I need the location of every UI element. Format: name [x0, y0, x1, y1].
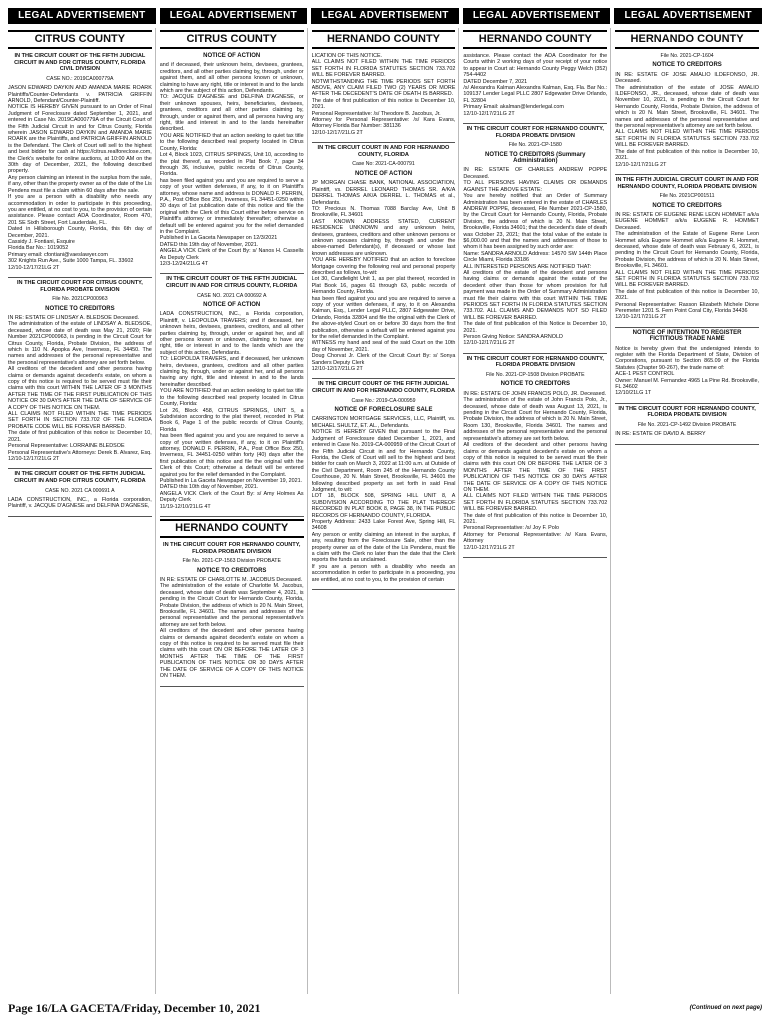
- column-5: [615, 28, 762, 994]
- columns: [8, 28, 762, 994]
- notice-body: LADA CONSTRUCTION, INC., a Florida corporation, Plaintiff, v. LEOPOLDA TRAVERS; and if deceased, her unknown heirs, devisees, grantees, creditors, and all other parties claiming by, through, under or against her, and all other persons known or unknown, claiming to have any right, title or interest in and to the lands which are the subject of this action, Defendants. TO: LEOPOLDA TRAVERS, and if deceased, her unknown heirs, devisees, grantees, creditors and all other parties claiming by, through, under or against her, and all persons having any right, title and interest in and to the lands hereinafter described. YOU ARE NOTIFIED that an action seeking to quiet tax title to the following described real property located in Citrus County, Florida: Lot 26, Block 458, CITRUS SPRINGS, UNIT 5, a Subdivision according to the plat thereof, recorded in Plat Book 6, Page 1 of the public records of Citrus County, Florida has been filed against you and you are required to serve a copy of your written defenses, if any, to it on Plaintiff's attorney, DONALD F. PERRIN, P.A., Post Office Box 250, Inverness, FL 34451-0250 within forty (40) days after the first publication of this notice and file the original with the Clerk of this Court; otherwise a default will be entered against you for the relief demanded in the Complaint. Published in La Gaceta Newspaper on November 19, 2021. DATED this 10th day of November, 2021. ANGELA VICK Clerk of the Court By: s/ Amy Holmes As Deputy Clerk 11/19-12/10/21LG 4T: [159, 311, 304, 510]
- court-caption: IN THE CIRCUIT COURT FOR HERNANDO COUNTY, FLORIDA PROBATE DIVISION: [466, 355, 604, 369]
- court-caption: IN THE CIRCUIT COURT FOR HERNANDO COUNTY, FLORIDA PROBATE DIVISION: [163, 542, 301, 555]
- county-heading: CITRUS COUNTY: [8, 30, 152, 49]
- notice-divider: [312, 589, 456, 590]
- legal-notice: [160, 542, 304, 680]
- legal-ad-header: LEGAL ADVERTISEMENT: [311, 8, 459, 24]
- court-caption: IN THE CIRCUIT COURT FOR HERNANDO COUNTY, FLORIDA PROBATE DIVISION: [618, 405, 756, 419]
- legal-notice: [615, 177, 759, 321]
- notice-title: NOTICE TO CREDITORS: [196, 567, 267, 574]
- case-number: File No. 2021CP000963: [52, 296, 108, 303]
- county-heading: CITRUS COUNTY: [160, 30, 304, 49]
- notice-body: Notice is hereby given that the undersigned intends to register with the Florida Department of State, Division of Corporations, pursuant to Section 865.09 of the Florida Statutes (Chapter 90-267), the trade name of: ACE-1 PEST CONTROL Owner: Manuel M. Fernandez 4965 La Pine Rd. Brooksville, FL 34602 12/10/21LG 1T: [615, 345, 759, 397]
- legal-ad-header: LEGAL ADVERTISEMENT: [463, 8, 611, 24]
- county-heading: HERNANDO COUNTY: [160, 519, 304, 538]
- notice-divider: [463, 353, 607, 354]
- notice-divider: [160, 516, 304, 517]
- case-number: File No. 2021-CP-1604: [660, 53, 714, 59]
- court-caption: IN THE CIRCUIT COURT OF THE FIFTH JUDICIAL CIRCUIT IN AND FOR CITRUS COUNTY, FLORIDA CIVIL DIVISION: [14, 53, 146, 73]
- case-number: File No. 2021-CP-1508 Division PROBATE: [486, 372, 585, 379]
- notice-divider: [8, 468, 152, 469]
- notice-divider: [463, 557, 607, 558]
- notice-title: NOTICE OF ACTION: [354, 170, 413, 177]
- legal-notice: [160, 53, 304, 267]
- court-caption: IN THE CIRCUIT COURT OF THE FIFTH JUDICIAL CIRCUIT IN AND FOR CITRUS COUNTY, FLORIDA: [14, 471, 146, 484]
- page-footer: [8, 998, 762, 1018]
- court-caption: IN THE CIRCUIT COURT OF THE FIFTH JUDICIAL CIRCUIT IN AND FOR CITRUS COUNTY, FLORIDA: [165, 276, 298, 289]
- county-heading: HERNANDO COUNTY: [615, 30, 759, 49]
- notice-divider: [615, 327, 759, 328]
- notice-body: IN RE: ESTATE OF JOHN FRANCIS POLO, JR. Deceased. The administration of the estate of John Francis Polo, Jr., deceased, whose date of death was August 13, 2021, is pending in the Circuit Court for Hernando County, Florida, Probate Division, the address of which is 20 N. Main Street, Room 130, Brooksville, Florida 34601. The names and addresses of the personal representative and the personal representative's attorney are set forth below. All creditors of the decedent and other persons having claims or demands against decedent's estate on whom a copy of this notice is required to be served must file their claims with this court ON OR BEFORE THE LATER OF 3 MONTHS AFTER THE TIME OF THE FIRST PUBLICATION OF THIS NOTICE OR 30 DAYS AFTER THE DATE OF SERVICE OF A COPY OF THIS NOTICE ON THEM. ALL CLAIMS NOT FILED WITHIN THE TIME PERIODS SET FORTH IN FLORIDA STATUTES SECTION 733.702 WILL BE FOREVER BARRED. The date of first publication of this notice is December 10, 2021. Personal Representative: /s/ Joy F. Polo Attorney for Personal Representative: /s/ Kara Evans, Attorney 12/10-12/17/21LG 2T: [463, 390, 608, 551]
- notice-body: JASON EDWARD DAYKIN AND AMANDA MARIE ROARK Plaintiffs/Counter-Defendants v. PATRICIA GRIFFIN ARNOLD, Defendant/Counter-Plaintiff. NOTICE IS HEREBY GIVEN pursuant to an Order of Final Judgment of Foreclosure dated September 1, 2021, and entered in Case No. 2019CA000779A of the Circuit Court of the Fifth Judicial Circuit in and for Citrus County, Florida wherein JASON EDWARD DAYKIN and AMANDA MARIE ROARK are the Plaintiffs, and PATRICIA GRIFFIN ARNOLD is the Defendant. The Clerk of Court will sell to the highest and best bidder for cash at https://citrus.realforeclose.com, the Clerk's website for online auctions, at 10:00 AM on the 30th day of December, 2021, the following described property. Any person claiming an interest in the surplus from the sale, if any, other than the property owner as of the date of the Lis Pendens must file a claim within 60 days after the sale. If you are a person with a disability who needs any accommodation in order to participate in this proceeding, you are entitled, at no cost to you, to the provision of certain assistance. Please contact ADA Coordinator, Room 470, 201 SE Sixth Street, Fort Lauderdale, FL. Dated in Hillsborough County, Florida, this 6th day of December, 2021. Cassidy J. Fontiani, Esquire Florida Bar No.: 1019052 Primary email: cfontiani@vaeslawyer.com 302 Knights Run Ave., Suite 1000 Tampa, FL. 33602 12/10-12/17/21LG 2T: [8, 85, 152, 271]
- legal-notice: [615, 53, 759, 168]
- legal-notice: [312, 381, 456, 583]
- notice-body: IN RE: ESTATE OF EUGENE RENE LEON HOMMET a/k/a EUGENE HOMMET a/k/a EUGENE R. HOMMET Deceased. The administration of the Estate of Eugene Rene Leon Hommet a/k/a Eugene Hommet a/k/a Eugene R. Hommet, deceased, whose date of death was February 6, 2021, is pending in the Circuit Court for Hernando County, Florida, Probate Division, the address of which is 20 N. Main Street, Brooksville, FL 34601. ALL CLAIMS NOT FILED WITHIN THE TIME PERIODS SET FORTH IN FLORIDA STATUTES SECTION 733.702 WILL BE FOREVER BARRED. The date of first publication of this notice is December 10, 2021. Personal Representative: Rasson Elizabeth Michele Dione Peremeter 1201 S. Fern Point Coral City, Florida 34436 12/10-12/17/21LG 2T: [615, 211, 759, 321]
- legal-notice: [463, 53, 607, 117]
- legal-notice: [312, 145, 456, 372]
- notice-divider: [615, 403, 759, 404]
- legal-ad-header: LEGAL ADVERTISEMENT: [8, 8, 156, 24]
- legal-notice: [463, 356, 607, 551]
- legal-notice: [8, 280, 152, 462]
- notice-body: JP MORGAN CHASE BANK, NATIONAL ASSOCIATION, Plaintiff, vs. DERREL LEONARD THOMAS SR. A/K/A DERREL THOMAS A/K/A DERREL L. THOMAS et al., Defendants. TO: Precious N. Thomas 7088 Barclay Ave, Unit B Brooksville, FL 34601 LAST KNOWN ADDRESS STATED, CURRENT RESIDENCE UNKNOWN and any unknown heirs, devisees, grantees, creditors and other unknown persons or unknown spouses claiming by, through and under the above-named Defendant(s), if deceased or whose last known addresses are unknown. YOU ARE HEREBY NOTIFIED that an action to foreclose Mortgage covering the following real and personal property described as follows, to-wit: Lot 30, Candlelight Unit 1, as per plat thereof, recorded in Plat Book 16, pages 61 through 63, public records of Hernando County, Florida. has been filed against you and you are required to serve a copy of your written defenses, if any, to it on Alexandra Kalman, Esq., Lender Legal PLLC, 2807 Edgewater Drive, Orlando, Florida 32804 and file the original with the Clerk of the above-styled Court on or before 30 days from the first publication, otherwise a default will be entered against you for the relief demanded in the Complaint. WITNESS my hand and seal of the said Court on the 10th day of November, 2021. Doug Chorvat Jr. Clerk of the Circuit Court By: s/ Sonya Sanders Deputy Clerk 12/10-12/17/21LG 2T: [311, 180, 456, 373]
- case-number: Case No: 2021-CA-000791: [352, 161, 415, 168]
- legal-notice: [615, 406, 759, 438]
- notice-title: NOTICE TO CREDITORS: [652, 62, 722, 69]
- continued-note: (Continued on next page): [689, 1005, 762, 1011]
- notice-title: NOTICE TO CREDITORS: [652, 202, 722, 209]
- county-heading: HERNANDO COUNTY: [463, 30, 607, 49]
- legal-ad-header: LEGAL ADVERTISEMENT: [614, 8, 762, 24]
- notice-body: LICATION OF THIS NOTICE. ALL CLAIMS NOT FILED WITHIN THE TIME PERIODS SET FORTH IN FLORIDA STATUTES SECTION 733.702 WILL BE FOREVER BARRED. NOTWITHSTANDING THE TIME PERIODS SET FORTH ABOVE, ANY CLAIM FILED TWO (2) YEARS OR MORE AFTER THE DECEDENT'S DATE OF DEATH IS BARRED. The date of first publication of this notice is December 10, 2021. Personal Representative: /s/ Theodore B. Jacobus, Jr. Attorney for Personal Representative: /s/ Kara Evans, Attorney Florida Bar Number: 381136 12/10-12/17/21LG 2T: [311, 53, 456, 136]
- court-caption: IN THE CIRCUIT COURT IN AND FOR HERNANDO COUNTY, FLORIDA: [317, 145, 450, 158]
- case-number: CASE NO. 2021 CA 000691 A: [45, 487, 115, 494]
- notice-divider: [615, 174, 759, 175]
- court-caption: IN THE CIRCUIT COURT OF THE FIFTH JUDICIAL CIRCUIT IN AND FOR HERNANDO COUNTY, FLORIDA: [311, 381, 456, 395]
- notice-title: NOTICE OF ACTION: [203, 53, 261, 59]
- notice-title: NOTICE TO CREDITORS: [45, 305, 115, 312]
- notice-body: IN RE: ESTATE OF DAVID A. BERRY: [615, 431, 706, 438]
- column-2: [160, 28, 308, 994]
- notice-divider: [8, 277, 152, 278]
- header-row: [8, 8, 762, 24]
- notice-title: NOTICE OF INTENTION TO REGISTER FICTITIOUS TRADE NAME: [632, 329, 742, 343]
- notice-divider: [312, 378, 456, 379]
- legal-notice: [160, 276, 304, 510]
- notice-body: IN RE: ESTATE OF CHARLOTTE M. JACOBUS Deceased. The administration of the estate of Charlotte M. Jacobus, deceased, whose date of death was September 4, 2021, is pending in the Circuit Court for Hernando County, Florida, Probate Division, the address of which is 20 N. Main Street, Brooksville, FL 34601. The names and addresses of the personal representative and the personal representative's attorney are set forth below. All creditors of the decedent and other persons having claims or demands against decedent's estate on whom a copy of this notice is required to be served must file their claims with this court ON OR BEFORE THE LATER OF 3 MONTHS AFTER THE TIME OF THE FIRST PUBLICATION OF THIS NOTICE OR 30 DAYS AFTER THE DATE OF SERVICE OF A COPY OF THIS NOTICE ON THEM.: [159, 577, 304, 680]
- notice-divider: [8, 516, 152, 517]
- case-number: CASE NO. 2021 CA 000692 A: [196, 292, 267, 299]
- case-number: File No. 2021-CP-1492 Division PROBATE: [637, 422, 737, 429]
- notice-divider: [615, 444, 759, 445]
- legal-notice: [8, 471, 152, 509]
- case-number: File No. 2021CP001511: [659, 193, 715, 200]
- notice-body: and if deceased, their unknown heirs, devisees, grantees, creditors, and all other parties claiming by, through, under or against them, and all other persons known or unknown, claiming to have any right, title or interest in and to the lands which are the subject of this action, Defendants. TO: JACQUE D'AGNESE and DELFINA D'AGNESE, or their unknown spouses, heirs, beneficiaries, devisees, grantees, creditors and all other parties claiming by, through, under or against them, and all persons having any right, title and interest in and to the lands hereinafter described. YOU ARE NOTIFIED that an action seeking to quiet tax title to the following described real property located in Citrus County, Florida: Lot 4, Block 1023, CITRUS SPRINGS, Unit 10, according to the plat thereof, as recorded in Plat Book 7, page 34 through 36, inclusive, public records of Citrus County, Florida. has been filed against you and you are required to serve a copy of your written defenses, if any, to it on Plaintiff's attorney, whose name and address is DONALD F. PERRIN, P.A., Post Office Box 250, Inverness, FL 34451-0250 within 30 days of 1st publication date of this notice and file the original with the Clerk of this Court either before service on Plaintiff's attorney or immediately thereafter; otherwise a default will be entered against you for the relief demanded in the Complaint. Published in La Gaceta Newspaper on 12/3/2021 DATED this 19th day of November, 2021. ANGELA VICK Clerk of the Court By: s/ Nanos H. Cassells As Deputy Clerk 12/3-12/24/21LG 4T: [159, 62, 304, 267]
- notice-body: CARRINGTON MORTGAGE SERVICES, LLC, Plaintiff, vs. MICHAEL SHULTZ, ET. AL., Defendants. NOTICE IS HEREBY GIVEN that pursuant to the Final Judgment of Foreclosure dated December 1, 2021, and entered in Case No. 2019-CA-000959 of the Circuit Court of the Fifth Judicial Circuit in and for Hernando County, Florida, the Clerk of Court will sell to the highest and best bidder for cash on March 3, 2022 at 11:00 a.m. at Outside of the Civil Department, Room 245 of the Hernando County Courthouse, 20 N. Main Street, Brooksville, FL 34601 the following described property as set forth in said Final Judgment, to wit: LOT 18, BLOCK 508, SPRING HILL UNIT 8, A SUBDIVISION ACCORDING TO THE PLAT THEREOF RECORDED IN PLAT BOOK 8, PAGE 38, IN THE PUBLIC RECORDS OF HERNANDO COUNTY, FLORIDA. Property Address: 2433 Lake Forest Ave, Spring Hill, FL 34608 Any person or entity claiming an interest in the surplus, if any, resulting from the Foreclosure Sale, other than the property owner as of the date of the Lis Pendens, must file a claim with the Clerk no later than the date that the Clerk reports the funds as unclaimed. If you are a person with a disability who needs an accommodation in order to participate in a proceeding, you are entitled, at no cost to you, to the provision of certain: [311, 416, 456, 583]
- legal-notice: [8, 53, 152, 271]
- court-caption: IN THE CIRCUIT COURT FOR CITRUS COUNTY, FLORIDA PROBATE DIVISION: [16, 279, 143, 293]
- case-number: Case No.: 2019-CA-000959: [351, 397, 416, 404]
- column-3: [312, 28, 460, 994]
- notice-title: NOTICE TO CREDITORS: [500, 381, 571, 388]
- court-caption: IN THE FIFTH JUDICIAL CIRCUIT COURT IN AND FOR HERNANDO COUNTY, FLORIDA PROBATE DIVISION: [615, 176, 759, 190]
- case-number: File No. 2021-CP-1580: [508, 142, 562, 149]
- notice-body: LADA CONSTRUCTION, INC., a Florida corporation, Plaintiff, v. JACQUE D'AGNESE and DELFINA D'AGNESE,: [8, 496, 152, 510]
- notice-divider: [463, 123, 607, 124]
- column-1: [8, 28, 156, 994]
- notice-body: assistance. Please contact the ADA Coordinator for the Courts within 2 working days of your receipt of your notice to appear in Court at: Hernando County Peggy Welch (352) 754-4402 DATED December 7, 2021 /s/ Alexandra Kalman Alexandra Kalman, Esq. Fla. Bar No.: 109137 Lender Legal PLLC 2807 Edgewater Drive Orlando, FL 32804 Primary Email: akalman@lenderlegal.com 12/10-12/17/21LG 2T: [463, 53, 608, 117]
- legal-notice: [312, 53, 456, 136]
- notice-body: IN RE: ESTATE OF JOSE AMALIO ILDEFONSO, JR. Deceased. The administration of the estate of JOSE AMALIO ILDEFONSO, JR., deceased, whose date of death was November 10, 2021, is pending in the Circuit Court for Hernando County, Florida, Probate Division, the address of which is 20 N. Main Street, Brooksville, FL 34601. The names and addresses of the personal representative and the personal representative's attorney are set forth below. ALL CLAIMS NOT FILED WITHIN THE TIME PERIODS SET FORTH IN FLORIDA STATUTES SECTION 733.702 WILL BE FOREVER BARRED. The date of first publication of this notice is December 10, 2021. 12/10-12/17/21LG 2T: [615, 71, 759, 168]
- column-4: [463, 28, 611, 994]
- notice-title: NOTICE OF FORECLOSURE SALE: [334, 407, 433, 414]
- page-info: Page 16/LA GACETA/Friday, December 10, 2021: [8, 1000, 261, 1015]
- notice-divider: [312, 142, 456, 143]
- notice-divider: [160, 686, 304, 687]
- notice-title: NOTICE TO CREDITORS (Summary Administration): [485, 151, 586, 165]
- notice-title: NOTICE OF ACTION: [203, 302, 261, 308]
- notice-body: IN RE: ESTATE OF CHARLES ANDREW POPPE Deceased. TO ALL PERSONS HAVING CLAIMS OR DEMANDS AGAINST THE ABOVE ESTATE: You are hereby notified that an Order of Summary Administration has been entered in the estate of CHARLES ANDREW POPPE, deceased, File Number 2021-CP-1580, by the Circuit Court for Hernando County, Florida, Probate Division, the address of which is 20 N. Main Street, Brooksville, Florida 34601; that the decedent's date of death was October 23, 2021; that the total value of the estate is $6,000.00 and that the names and addresses of those to whom it has been assigned by such order are: Name: SANDRA ARNOLD Address: 14570 SW 144th Place Circle Miami, Florida 33186 ALL INTERESTED PERSONS ARE NOTIFIED THAT: All creditors of the estate of the decedent and persons having claims or demands against the estate of the decedent other than those for whom provision for full payment was made in the Order of Summary Administration must file their claims with this court WITHIN THE TIME PERIODS SET FORTH IN FLORIDA STATUTES SECTION 733.702. ALL CLAIMS AND DEMANDS NOT SO FILED WILL BE FOREVER BARRED. The date of first publication of this Notice is December 10, 2021. Person Giving Notice: SANDRA ARNOLD 12/10-12/17/21LG 2T: [463, 167, 608, 347]
- notice-body: IN RE: ESTATE OF LINDSAY A. BLEDSOE Deceased. The administration of the estate of LINDSAY A. BLEDSOE, deceased, whose date of death was May 21, 2020; File Number 2021CP000963, is pending in the Circuit Court for Citrus County, Florida, Probate Division, the address of which is 110 N. Apopka Ave, Inverness, FL 34450. The names and addresses of the personal representative and the personal representative's attorney are set forth below. All creditors of the decedent and other persons having claims or demands against decedent's estate, on whom a copy of this notice is required to be served must file their claims with this court WITHIN THE LATER OF 3 MONTHS AFTER THE TIME OF THE FIRST PUBLICATION OF THIS NOTICE OR 30 DAYS AFTER THE DATE OF SERVICE OF A COPY OF THIS NOTICE ON THEM. ALL CLAIMS NOT FILED WITHIN THE TIME PERIODS SET FORTH IN SECTION 733.702 OF THE FLORIDA PROBATE CODE WILL BE FOREVER BARRED. The date of first publication of this notice is: December 10, 2021. Personal Representative: LORRAINE BLEDSOE Personal Representative's Attorneys: Derek B. Alvarez, Esq. 12/10-12/17/21LG 2T: [8, 314, 152, 462]
- legal-notice: [463, 126, 607, 347]
- case-number: CASE NO.: 2019CA000779A: [46, 75, 114, 82]
- case-number: File No. 2021-CP-1563 Division PROBATE: [182, 558, 281, 565]
- notice-divider: [160, 273, 304, 274]
- legal-notice: [615, 330, 759, 397]
- court-caption: IN THE CIRCUIT COURT FOR HERNANDO COUNTY, FLORIDA PROBATE DIVISION: [466, 126, 604, 139]
- county-heading: HERNANDO COUNTY: [312, 30, 456, 49]
- legal-ad-header: LEGAL ADVERTISEMENT: [160, 8, 308, 24]
